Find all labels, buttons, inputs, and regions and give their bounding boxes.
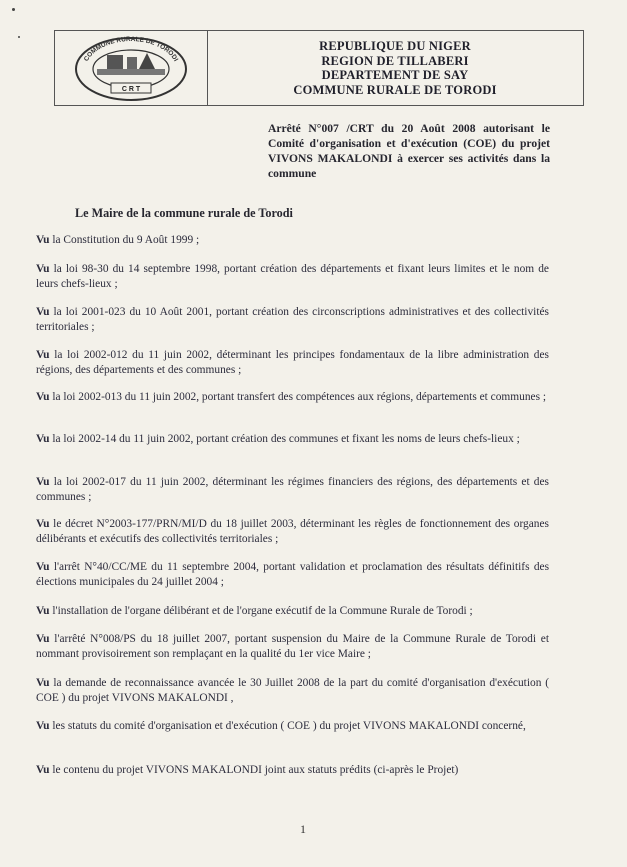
vu-prefix: Vu xyxy=(36,263,50,275)
consideration-text: la loi 2002-013 du 11 juin 2002, portant transfert des compétences aux régions, départements et communes ; xyxy=(49,391,547,403)
consideration-text: le décret N°2003-177/PRN/MI/D du 18 juillet 2003, déterminant les règles de fonctionnement des organes délibérants et exécutifs des collectivités territoriales ; xyxy=(36,518,549,545)
seal-bottom-text: C R T xyxy=(121,86,141,93)
consideration-item xyxy=(36,432,549,447)
consideration-text: l'arrêté N°008/PS du 18 juillet 2007, portant suspension du Maire de la Commune Rurale de Torodi et nommant provisoirement son remplaçant en la qualité du 1er vice Maire ; xyxy=(36,633,549,660)
vu-prefix: Vu xyxy=(36,677,50,689)
vu-prefix: Vu xyxy=(36,720,50,732)
consideration-text: la loi 2002-14 du 11 juin 2002, portant création des communes et fixant les noms de leurs chefs-lieux ; xyxy=(49,433,520,445)
page-number: 1 xyxy=(300,822,306,836)
decree-title: Arrêté N°007 /CRT du 20 Août 2008 autorisant le Comité d'organisation et d'exécution (COE) du projet VIVONS MAKALONDI à exercer ses activités dans la commune xyxy=(268,122,550,180)
consideration-item xyxy=(36,719,549,734)
consideration-item xyxy=(36,305,549,334)
vu-prefix: Vu xyxy=(36,605,50,617)
vu-prefix: Vu xyxy=(36,518,50,530)
consideration-text: le contenu du projet VIVONS MAKALONDI joint aux statuts prédits (ci-après le Projet) xyxy=(49,764,459,776)
seal-arc-text: COMMUNE RURALE DE TORODI xyxy=(82,35,180,63)
header-line-department: DEPARTEMENT DE SAY xyxy=(321,68,469,82)
scan-speck xyxy=(12,8,15,11)
commune-seal-icon xyxy=(71,35,191,101)
mayor-line: Le Maire de la commune rurale de Torodi xyxy=(75,206,293,220)
vu-prefix: Vu xyxy=(36,764,50,776)
consideration-text: la demande de reconnaissance avancée le 30 Juillet 2008 de la part du comité d'organisation d'exécution ( COE ) du projet VIVONS MAKALONDI , xyxy=(36,677,549,704)
letterhead xyxy=(54,30,584,106)
vu-prefix: Vu xyxy=(36,561,50,573)
consideration-item xyxy=(36,560,549,589)
consideration-item xyxy=(36,763,549,778)
vu-prefix: Vu xyxy=(36,349,50,361)
consideration-text: l'arrêt N°40/CC/ME du 11 septembre 2004, portant validation et proclamation des résultats définitifs des élections municipales du 24 juillet 2004 ; xyxy=(36,561,549,588)
vu-prefix: Vu xyxy=(36,433,50,445)
republic-header xyxy=(207,31,583,105)
consideration-item xyxy=(36,604,549,619)
header-line-region: REGION DE TILLABERI xyxy=(321,53,469,68)
header-line-country: REPUBLIQUE DU NIGER xyxy=(319,39,471,53)
consideration-item xyxy=(36,676,549,705)
consideration-item xyxy=(36,632,549,661)
consideration-item xyxy=(36,390,549,405)
consideration-text: la Constitution du 9 Août 1999 ; xyxy=(49,234,200,246)
vu-prefix: Vu xyxy=(36,234,50,246)
consideration-text: l'installation de l'organe délibérant et de l'organe exécutif de la Commune Rurale de Torodi ; xyxy=(49,605,473,617)
vu-prefix: Vu xyxy=(36,476,50,488)
consideration-item xyxy=(36,233,549,248)
logo-cell xyxy=(55,31,208,105)
header-line-commune: COMMUNE RURALE DE TORODI xyxy=(293,82,497,97)
scan-speck xyxy=(18,36,20,38)
consideration-text: la loi 2001-023 du 10 Août 2001, portant création des circonscriptions administratives et des collectivités territoriales ; xyxy=(36,306,549,333)
consideration-item xyxy=(36,475,549,504)
consideration-text: la loi 2002-012 du 11 juin 2002, déterminant les principes fondamentaux de la libre administration des régions, des départements et des communes ; xyxy=(36,349,549,376)
consideration-text: la loi 98-30 du 14 septembre 1998, portant création des départements et fixant leurs limites et le nom de leurs chefs-lieux ; xyxy=(36,263,549,290)
consideration-item xyxy=(36,262,549,291)
vu-prefix: Vu xyxy=(36,391,50,403)
consideration-item xyxy=(36,348,549,377)
consideration-text: les statuts du comité d'organisation et d'exécution ( COE ) du projet VIVONS MAKALONDI concerné, xyxy=(49,720,526,732)
consideration-item xyxy=(36,517,549,546)
consideration-text: la loi 2002-017 du 11 juin 2002, déterminant les régimes financiers des régions, des départements et des communes ; xyxy=(36,476,549,503)
vu-prefix: Vu xyxy=(36,306,50,318)
vu-prefix: Vu xyxy=(36,633,50,645)
